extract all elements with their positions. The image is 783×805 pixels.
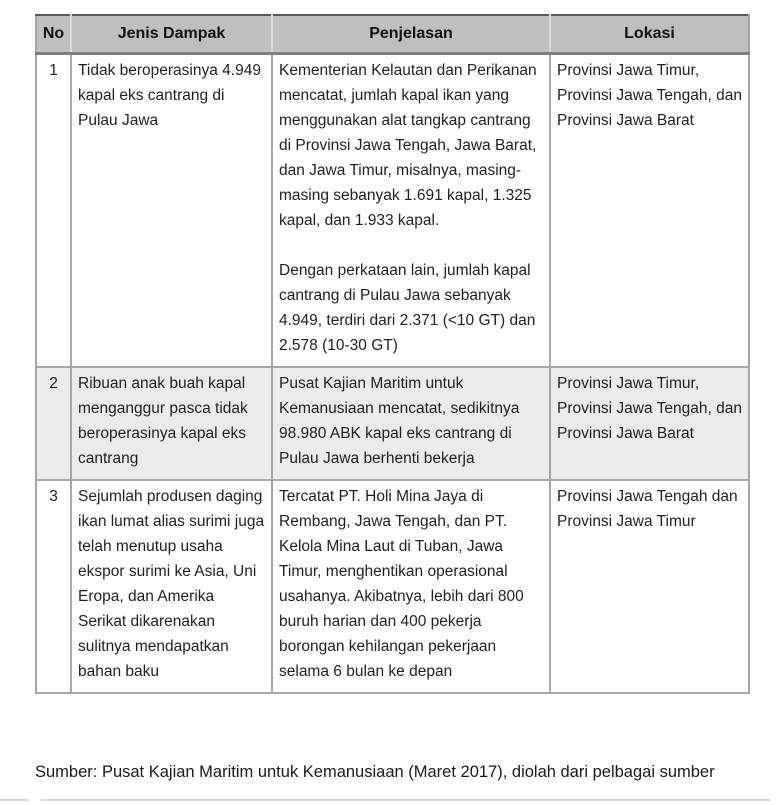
column-header-lokasi: Lokasi xyxy=(550,15,749,54)
row3-no-cell: 3 xyxy=(36,480,71,693)
row3-lokasi-cell: Provinsi Jawa Tengah dan Provinsi Jawa Timur xyxy=(550,480,749,693)
row1-lokasi-cell: Provinsi Jawa Timur, Provinsi Jawa Tengah, dan Provinsi Jawa Barat xyxy=(550,54,749,368)
column-header-no: No xyxy=(36,15,71,54)
row2-penjelasan-paragraph-1: Pusat Kajian Maritim untuk Kemanusiaan mencatat, sedikitnya 98.980 ABK kapal eks cantrang di Pulau Jawa berhenti bekerja xyxy=(279,375,520,467)
row1-jenis-dampak-cell: Tidak beroperasinya 4.949 kapal eks cantrang di Pulau Jawa xyxy=(71,54,272,368)
page-rule-line-left xyxy=(0,799,29,801)
table-header-row xyxy=(36,15,749,54)
row1-penjelasan-paragraph-1: Kementerian Kelautan dan Perikanan mencatat, jumlah kapal ikan yang menggunakan alat tangkap cantrang di Provinsi Jawa Tengah, Jawa Barat, dan Jawa Timur, misalnya, masing-masing sebanyak 1.691 kapal, 1.325 kapal, dan 1.933 kapal. xyxy=(279,62,537,229)
row1-penjelasan-cell xyxy=(272,54,550,368)
table-row xyxy=(36,480,749,693)
row1-penjelasan-paragraph-2: Dengan perkataan lain, jumlah kapal cantrang di Pulau Jawa sebanyak 4.949, terdiri dari 2.371 (<10 GT) dan 2.578 (10-30 GT) xyxy=(279,262,536,354)
page-rule-line-right xyxy=(41,799,770,801)
column-header-jenis-dampak: Jenis Dampak xyxy=(71,15,272,54)
column-header-penjelasan: Penjelasan xyxy=(272,15,550,54)
row3-jenis-dampak-cell: Sejumlah produsen daging ikan lumat alias surimi juga telah menutup usaha ekspor surimi ke Asia, Uni Eropa, dan Amerika Serikat dikarenakan sulitnya mendapatkan bahan baku xyxy=(71,480,272,693)
table-row xyxy=(36,367,749,480)
row3-penjelasan-paragraph-1: Tercatat PT. Holi Mina Jaya di Rembang, Jawa Tengah, dan PT. Kelola Mina Laut di Tuban, Jawa Timur, menghentikan operasional usahanya. Akibatnya, lebih dari 800 buruh harian dan 400 pekerja borongan kehilangan pekerjaan selama 6 bulan ke depan xyxy=(279,488,524,680)
table-row xyxy=(36,54,749,368)
row2-jenis-dampak-cell: Ribuan anak buah kapal menganggur pasca tidak beroperasinya kapal eks cantrang xyxy=(71,367,272,480)
row3-penjelasan-cell xyxy=(272,480,550,693)
row1-no-cell: 1 xyxy=(36,54,71,368)
row2-penjelasan-cell xyxy=(272,367,550,480)
row2-no-cell: 2 xyxy=(36,367,71,480)
impact-table-container xyxy=(35,14,748,694)
impact-table xyxy=(35,14,750,694)
row2-lokasi-cell: Provinsi Jawa Timur, Provinsi Jawa Tengah, dan Provinsi Jawa Barat xyxy=(550,367,749,480)
source-note: Sumber: Pusat Kajian Maritim untuk Kemanusiaan (Maret 2017), diolah dari pelbagai sumber xyxy=(35,763,715,781)
